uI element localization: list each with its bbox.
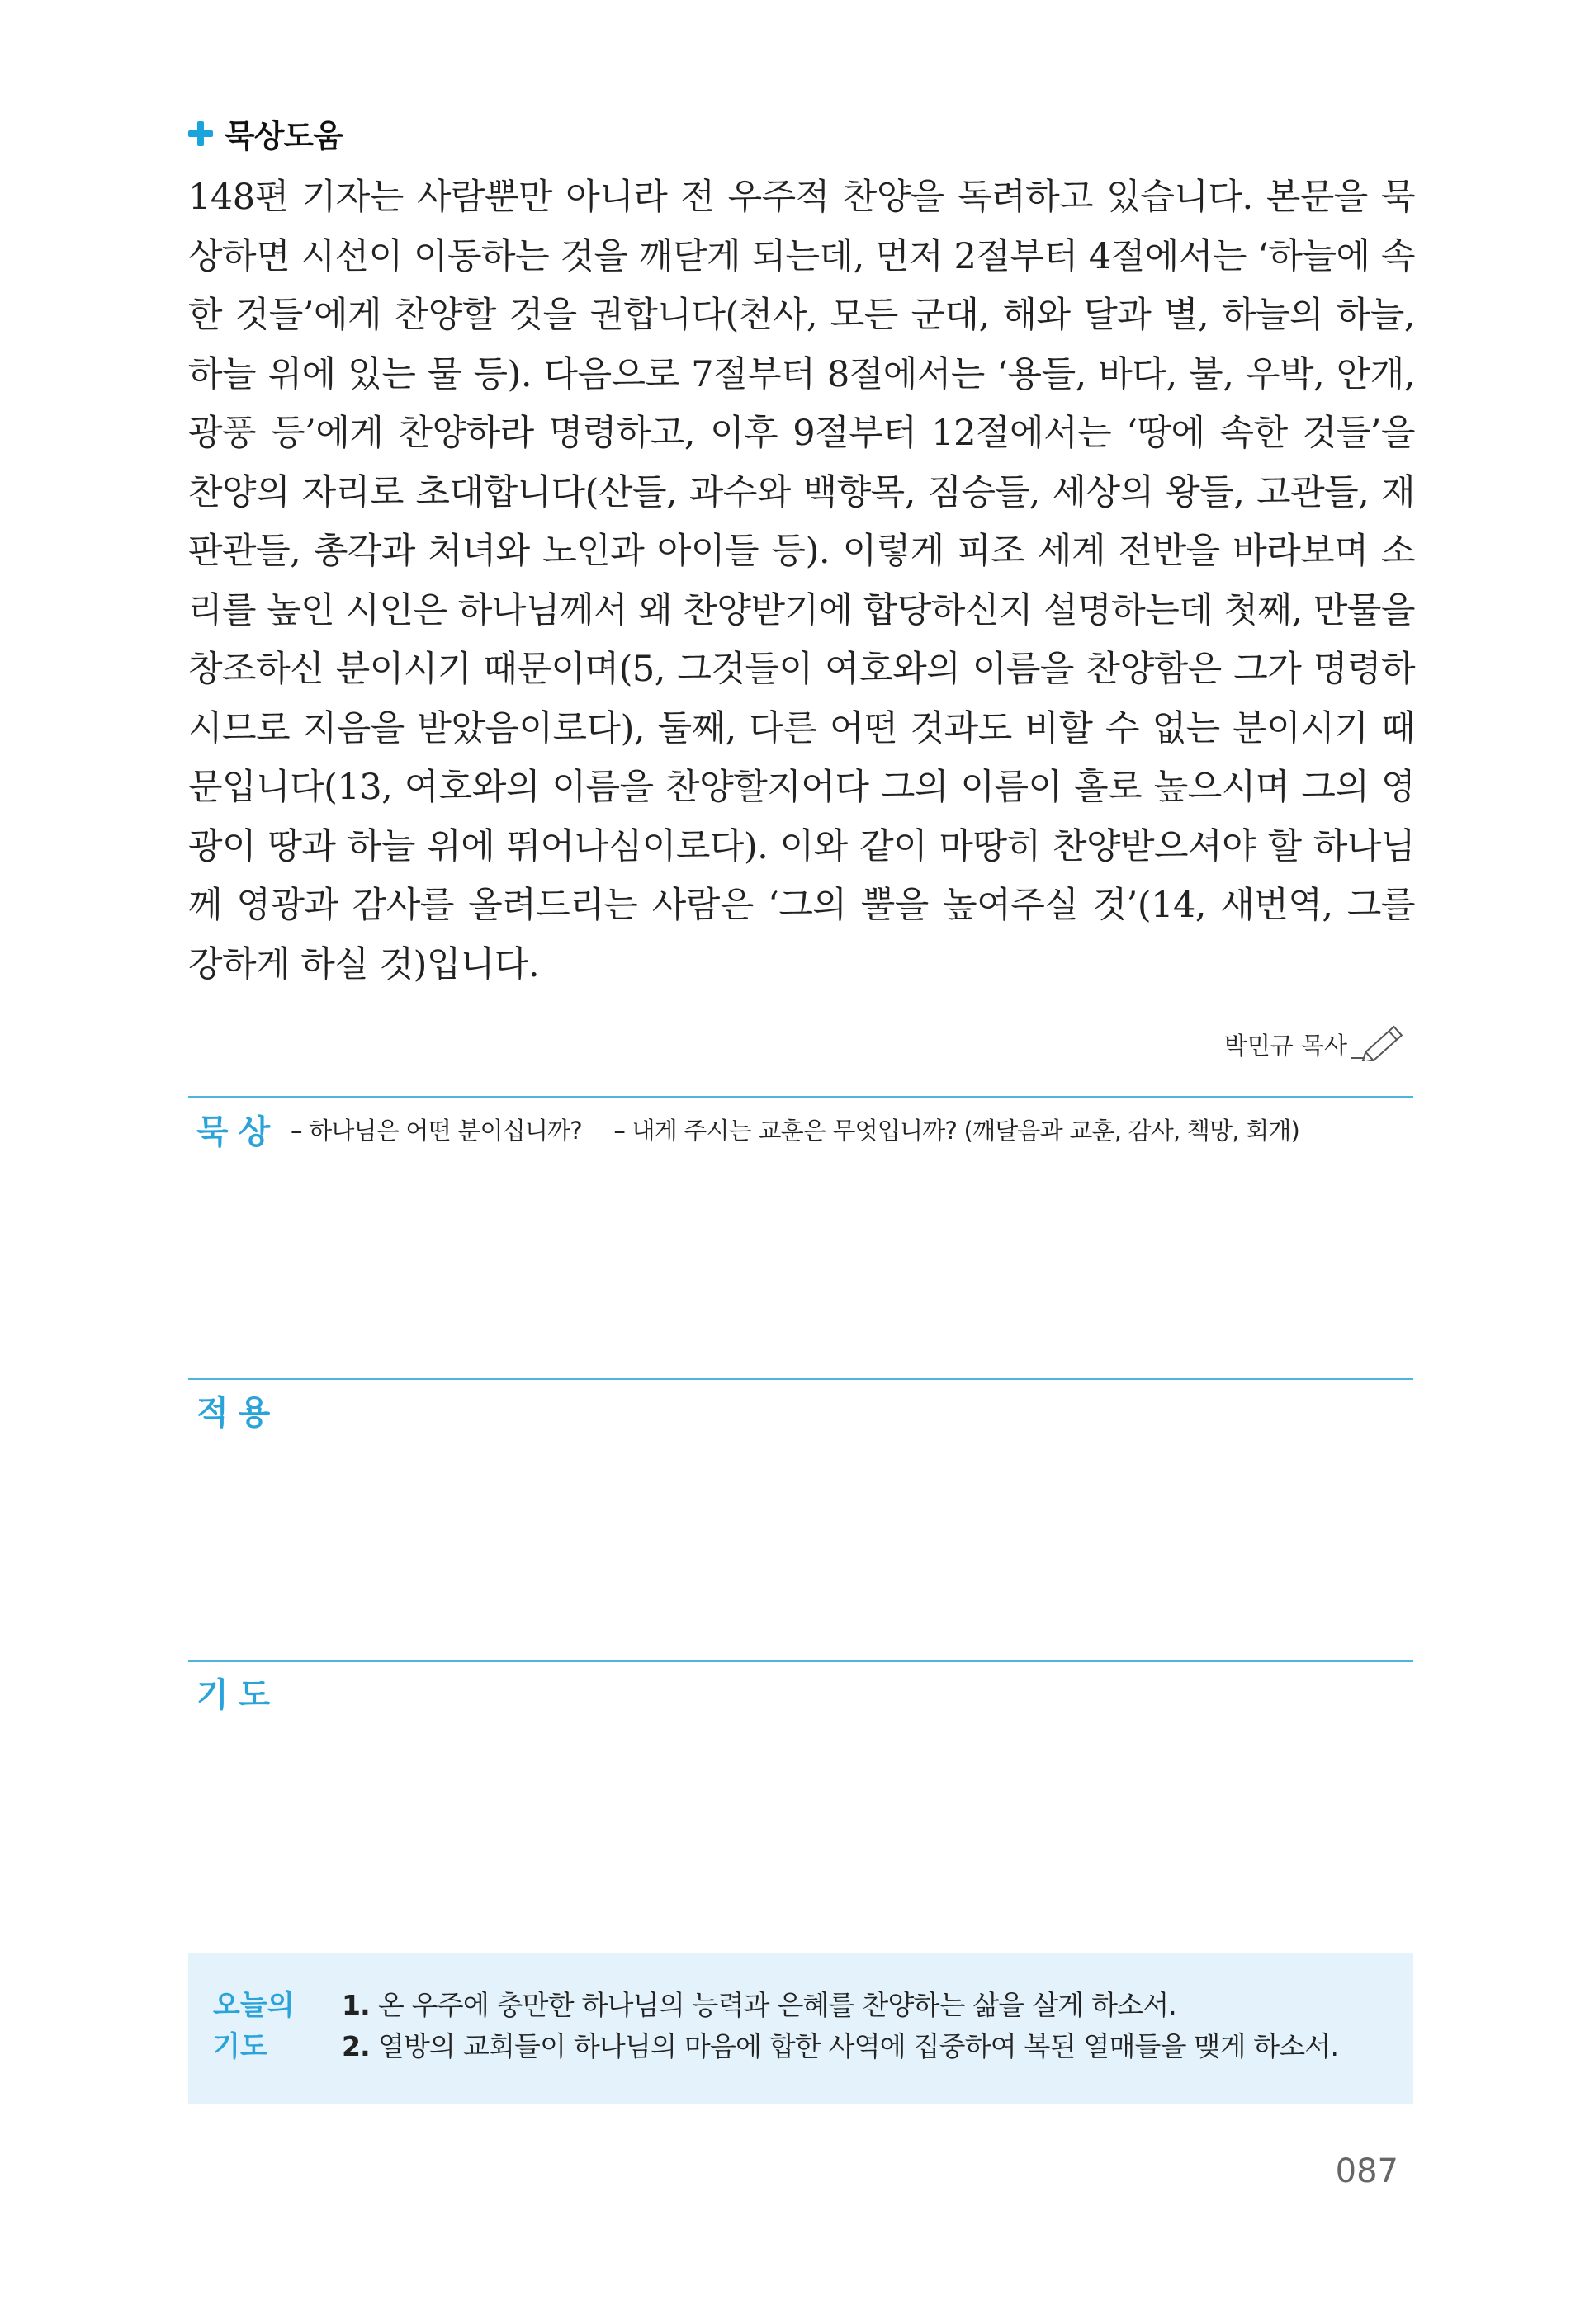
prayer-label: 기도: [196, 1676, 281, 1714]
application-rule: [188, 1378, 1413, 1380]
meditation-rule: [188, 1096, 1413, 1098]
prayer-item: [342, 1985, 1338, 2026]
meditation-help-body: 148편 기자는 사람뿐만 아니라 전 우주적 찬양을 독려하고 있습니다. 본문을 묵상하면 시선이 이동하는 것을 깨닫게 되는데, 먼저 2절부터 4절에서는 ‘하늘에 속한 것들’에게 찬양할 것을 권합니다(천사, 모든 군대, 해와 달과 별, 하늘의 하늘, 하늘 위에 있는 물 등). 다음으로 7절부터 8절에서는 ‘용들, 바다, 불, 우박, 안개, 광풍 등’에게 찬양하라 명령하고, 이후 9절부터 12절에서는 ‘땅에 속한 것들’을 찬양의 자리로 초대합니다(산들, 과수와 백향목, 짐승들, 세상의 왕들, 고관들, 재판관들, 총각과 처녀와 노인과 아이들 등). 이렇게 피조 세계 전반을 바라보며 소리를 높인 시인은 하나님께서 왜 찬양받기에 합당하신지 설명하는데 첫째, 만물을 창조하신 분이시기 때문이며(5, 그것들이 여호와의 이름을 찬양함은 그가 명령하시므로 지음을 받았음이로다), 둘째, 다른 어떤 것과도 비할 수 없는 분이시기 때문입니다(13, 여호와의 이름을 찬양할지어다 그의 이름이 홀로 높으시며 그의 영광이 땅과 하늘 위에 뛰어나심이로다). 이와 같이 마땅히 찬양받으셔야 할 하나님께 영광과 감사를 올려드리는 사람은 ‘그의 뿔을 높여주실 것’(14, 새번역, 그를 강하게 하실 것)입니다.: [188, 177, 1415, 985]
todays-prayer-label-line2: 기도: [213, 2030, 267, 2063]
todays-prayer-label-line1: 오늘의: [213, 1989, 295, 2022]
prayer-item-number: 1.: [342, 1989, 370, 2021]
meditation-prompts: [291, 1112, 1324, 1146]
plus-icon: [188, 121, 213, 146]
todays-prayer-box: [188, 1953, 1413, 2104]
prayer-item-number: 2.: [342, 2030, 370, 2062]
author-signature: [1224, 1020, 1408, 1061]
todays-prayer-label: [213, 1985, 304, 2067]
meditation-question-1: – 하나님은 어떤 분이십니까?: [291, 1117, 582, 1145]
section-header: [188, 111, 343, 156]
section-title: 묵상도움: [225, 118, 343, 154]
application-label: 적용: [196, 1394, 281, 1432]
prayer-rule: [188, 1660, 1413, 1662]
prayer-item-text: 열방의 교회들이 하나님의 마음에 합한 사역에 집중하여 복된 열매들을 맺게 하소서.: [377, 2030, 1339, 2062]
meditation-question-2: – 내게 주시는 교훈은 무엇입니까? (깨달음과 교훈, 감사, 책망, 회개): [613, 1117, 1300, 1145]
todays-prayer-list: [342, 1985, 1338, 2067]
prayer-item-text: 온 우주에 충만한 하나님의 능력과 은혜를 찬양하는 삶을 살게 하소서.: [377, 1989, 1176, 2021]
page-number: 087: [1335, 2152, 1398, 2190]
prayer-item: [342, 2026, 1338, 2067]
author-name: 박민규 목사: [1223, 1032, 1347, 1060]
meditation-label: 묵상: [196, 1113, 281, 1151]
pencil-icon: [1351, 1020, 1408, 1061]
